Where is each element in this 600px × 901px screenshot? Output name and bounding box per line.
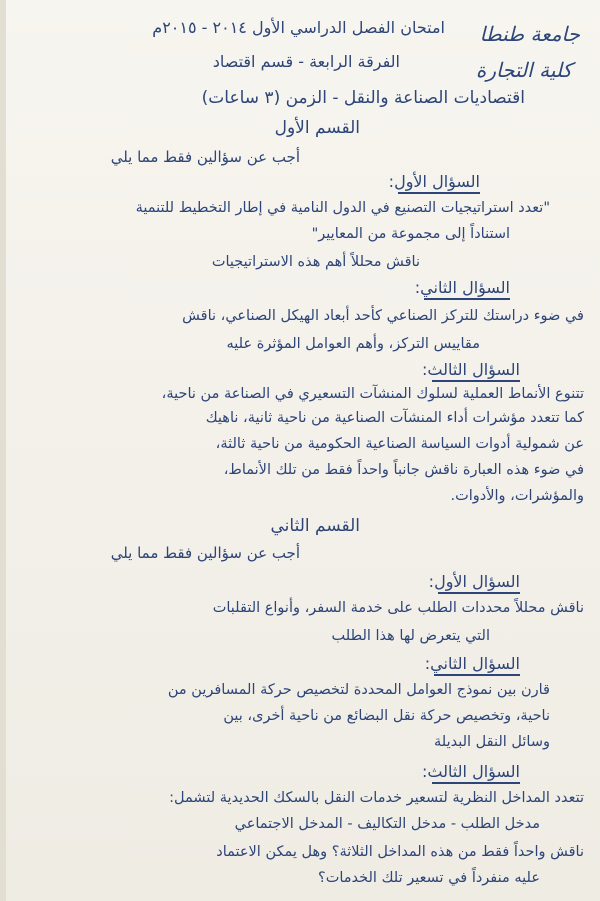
part1-instruction: أجب عن سؤالين فقط مما يلي: [110, 148, 300, 166]
part2-q1-line1: ناقش محللاً محددات الطلب على خدمة السفر، وأنواع التقلبات: [212, 600, 584, 616]
part2-q1-heading: السؤال الأول:: [429, 572, 520, 594]
part1-q1-line2: استناداً إلى مجموعة من المعايير": [311, 226, 510, 242]
part1-title: القسم الأول: [274, 118, 360, 138]
part1-q3-heading: السؤال الثالث:: [422, 360, 520, 382]
part2-q2-line2: ناحية، وتخصيص حركة نقل البضائع من ناحية أخرى، بين: [223, 708, 550, 724]
level-department-line: الفرقة الرابعة - قسم اقتصاد: [212, 52, 400, 71]
part2-q3-line1: تتعدد المداخل النظرية لتسعير خدمات النقل بالسكك الحديدية لتشمل:: [169, 790, 584, 806]
part2-q3-heading: السؤال الثالث:: [422, 762, 520, 784]
part2-q3-line4: عليه منفرداً في تسعير تلك الخدمات؟: [318, 870, 540, 886]
faculty-name: كلية التجارة: [475, 58, 572, 82]
part2-q1-line2: التي يتعرض لها هذا الطلب: [331, 628, 490, 644]
part2-q2-line3: وسائل النقل البديلة: [434, 734, 550, 750]
part1-q3-line3: عن شمولية أدوات السياسة الصناعية الحكومية من ناحية ثالثة،: [215, 436, 584, 452]
part1-q1-line3: ناقش محللاً أهم هذه الاستراتيجيات: [211, 254, 420, 270]
part2-q2-line1: قارن بين نموذج العوامل المحددة لتخصيص حركة المسافرين من: [167, 682, 550, 698]
exam-term-line: امتحان الفصل الدراسي الأول ٢٠١٤ - ٢٠١٥م: [152, 18, 445, 37]
part1-q2-line2: مقاييس التركز، وأهم العوامل المؤثرة عليه: [226, 336, 480, 352]
course-title-line: اقتصاديات الصناعة والنقل - الزمن (٣ ساعات): [201, 88, 525, 108]
part1-q3-line4: في ضوء هذه العبارة ناقش جانباً واحداً فقط من تلك الأنماط،: [223, 462, 584, 478]
part1-q3-line5: والمؤشرات، والأدوات.: [450, 488, 584, 504]
part1-q3-line2: كما تتعدد مؤشرات أداء المنشآت الصناعية من ناحية ثانية، ناهيك: [205, 410, 584, 426]
part1-q2-line1: في ضوء دراستك للتركز الصناعي كأحد أبعاد الهيكل الصناعي، ناقش: [182, 308, 584, 324]
part1-q1-line1: "تعدد استراتيجيات التصنيع في الدول النامية في إطار التخطيط للتنمية: [135, 200, 550, 216]
paper-edge-shadow: [0, 0, 6, 901]
part2-q3-line2: مدخل الطلب - مدخل التكاليف - المدخل الاجتماعي: [234, 816, 540, 832]
part2-q3-line3: ناقش واحداً فقط من هذه المداخل الثلاثة؟ وهل يمكن الاعتماد: [216, 844, 584, 860]
part1-q3-line1: تتنوع الأنماط العملية لسلوك المنشآت التسعيري في الصناعة من ناحية،: [161, 386, 584, 402]
part2-instruction: أجب عن سؤالين فقط مما يلي: [110, 544, 300, 562]
part2-title: القسم الثاني: [270, 516, 360, 536]
part1-q1-heading: السؤال الأول:: [389, 172, 480, 194]
part2-q2-heading: السؤال الثاني:: [425, 654, 520, 676]
part1-q2-heading: السؤال الثاني:: [415, 278, 510, 300]
university-name: جامعة طنطا: [479, 22, 580, 46]
